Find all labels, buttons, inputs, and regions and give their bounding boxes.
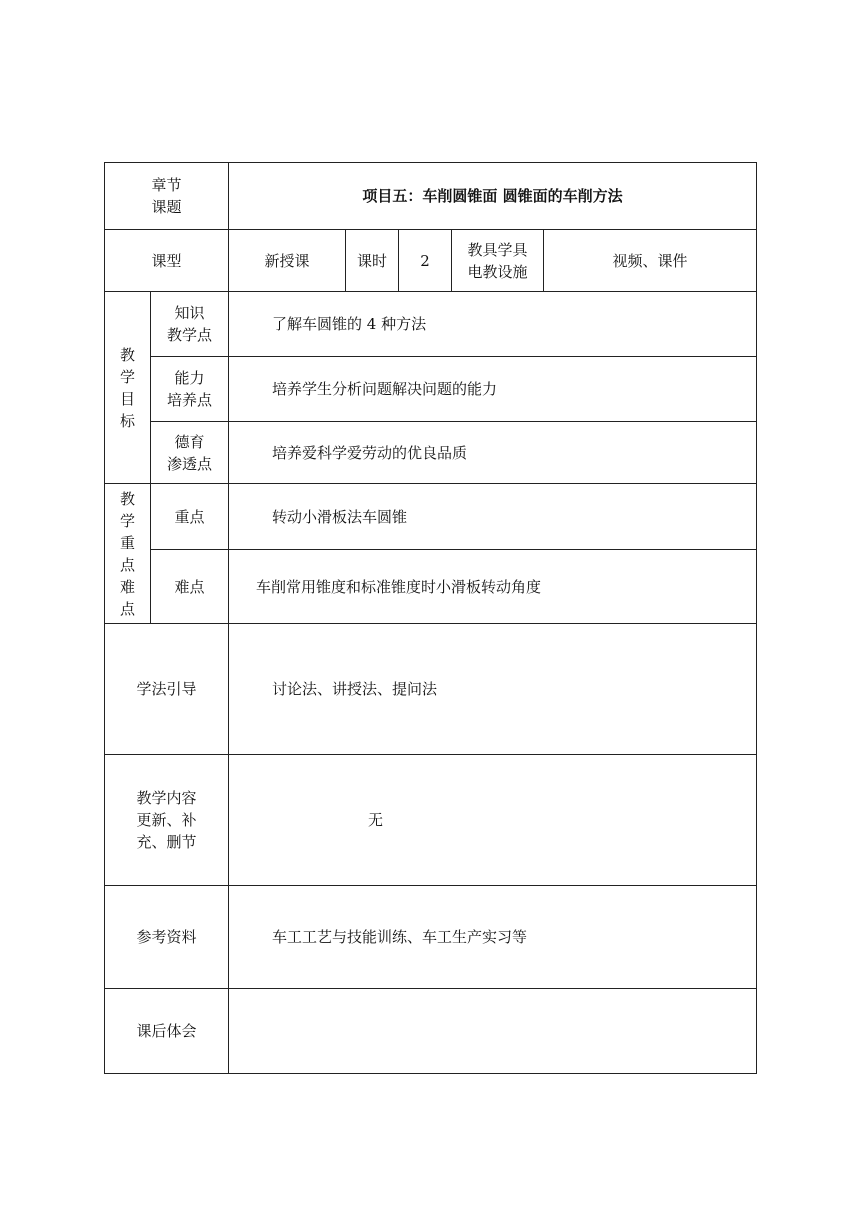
equipment-value: 视频、课件: [544, 230, 757, 292]
difficult-point-row: [105, 550, 757, 624]
reference-label: 参考资料: [105, 886, 229, 989]
chapter-label-cell: [105, 163, 229, 230]
method-row: [105, 624, 757, 755]
difficult-point-label: 难点: [151, 550, 229, 624]
reflection-row: [105, 989, 757, 1074]
lesson-title: 项目五：车削圆锥面 圆锥面的车削方法: [229, 163, 757, 230]
key-point-label: 重点: [151, 484, 229, 550]
ability-label: 能力 培养点: [151, 357, 229, 422]
ability-row: [105, 357, 757, 422]
hours-value: 2: [399, 230, 452, 292]
knowledge-row: [105, 292, 757, 357]
knowledge-value: 了解车圆锥的 4 种方法: [229, 292, 757, 357]
reference-row: [105, 886, 757, 989]
reference-value: 车工工艺与技能训练、车工生产实习等: [229, 886, 757, 989]
method-label: 学法引导: [105, 624, 229, 755]
ability-value: 培养学生分析问题解决问题的能力: [229, 357, 757, 422]
content-update-label: 教学内容 更新、补 充、删节: [105, 755, 229, 886]
hours-label: 课时: [346, 230, 399, 292]
equipment-label-cell: [452, 230, 544, 292]
topic-label: 课题: [151, 198, 182, 216]
chapter-label: 章节: [151, 176, 182, 194]
reflection-label: 课后体会: [105, 989, 229, 1074]
content-update-value: 无: [229, 755, 757, 886]
method-value: 讨论法、讲授法、提问法: [229, 624, 757, 755]
moral-label: 德育 渗透点: [151, 422, 229, 484]
key-difficult-label: 教 学 重 点 难 点: [105, 484, 151, 624]
knowledge-label: 知识 教学点: [151, 292, 229, 357]
teaching-goals-label: 教 学 目 标: [105, 292, 151, 484]
difficult-point-value: 车削常用锥度和标准锥度时小滑板转动角度: [229, 550, 757, 624]
content-update-row: [105, 755, 757, 886]
course-type-label: 课型: [105, 230, 229, 292]
equipment-label: 教具学具: [467, 240, 528, 259]
key-point-row: [105, 484, 757, 550]
chapter-row: [105, 163, 757, 230]
course-type-value: 新授课: [229, 230, 346, 292]
key-point-value: 转动小滑板法车圆锥: [229, 484, 757, 550]
moral-value: 培养爱科学爱劳动的优良品质: [229, 422, 757, 484]
reflection-value[interactable]: [229, 989, 757, 1074]
av-facility-label: 电教设施: [467, 262, 528, 281]
moral-row: [105, 422, 757, 484]
lesson-plan-table: [104, 162, 757, 1074]
course-row: [105, 230, 757, 292]
